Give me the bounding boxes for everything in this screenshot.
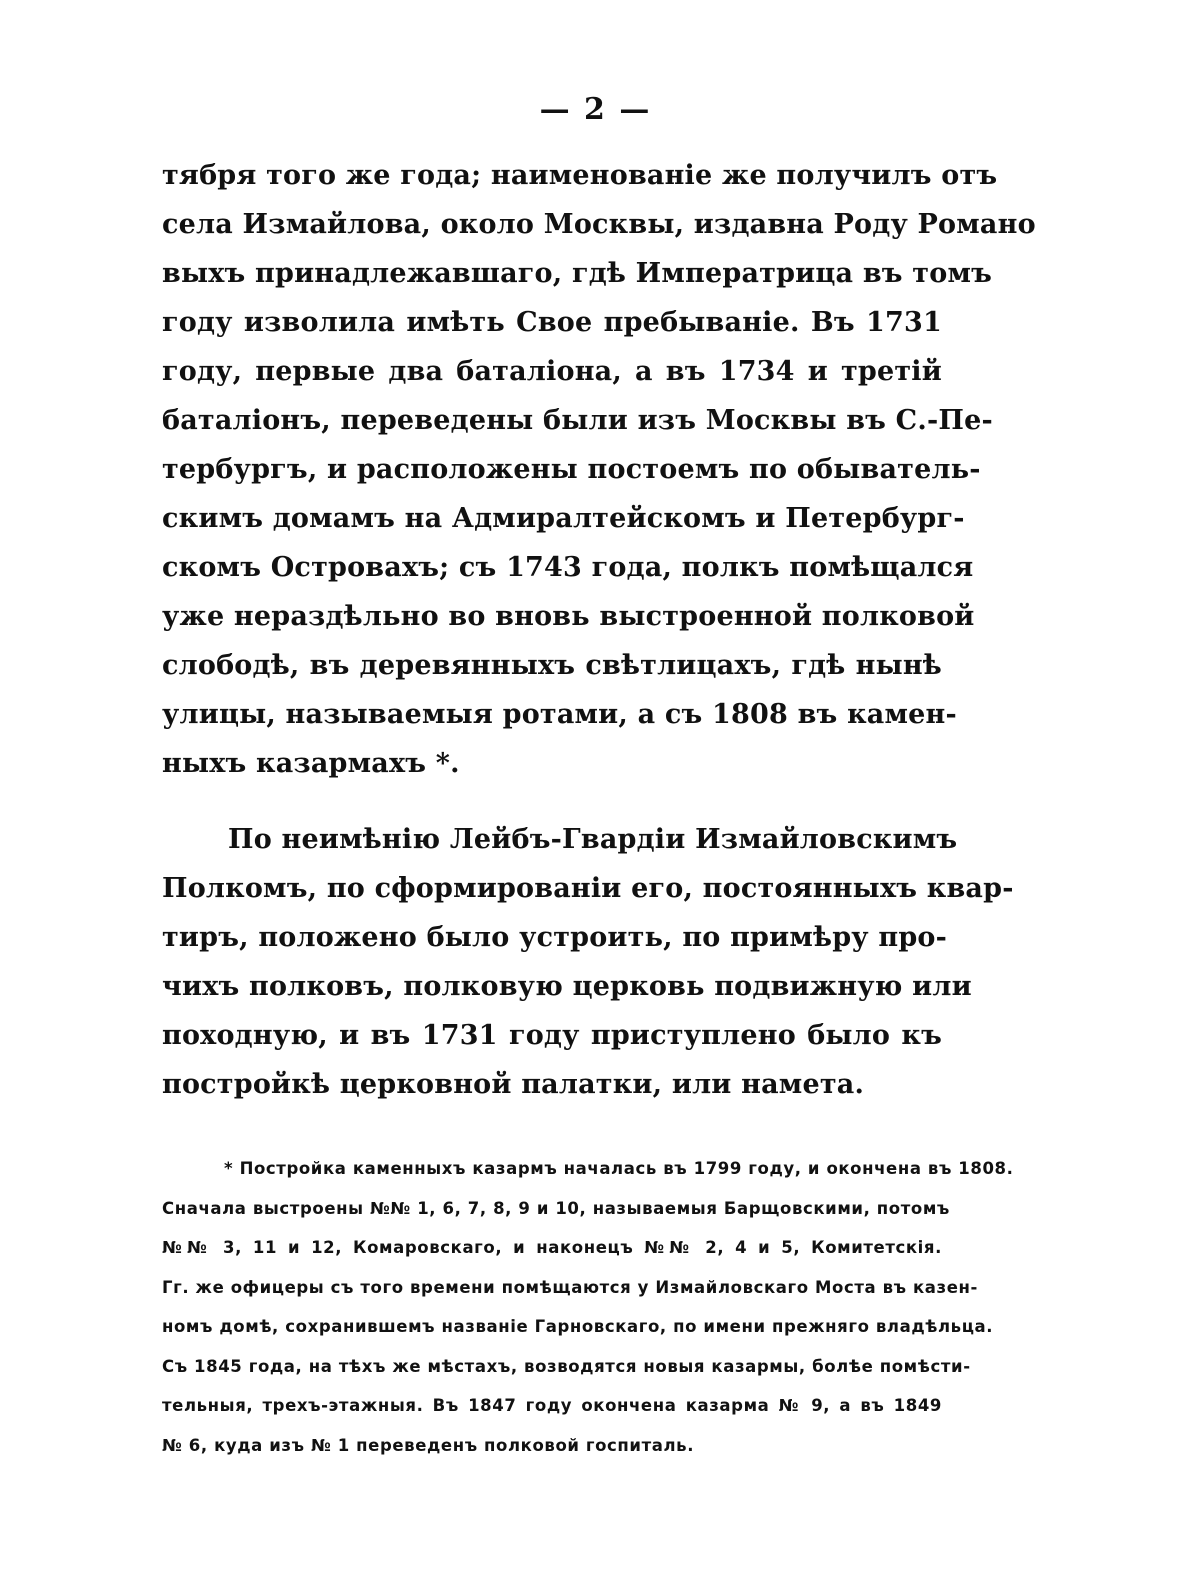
paragraph-1-line: села Измайлова, около Москвы, издавна Роду Романо: [162, 209, 1036, 240]
paragraph-1-line: тербургъ, и расположены постоемъ по обыватель-: [162, 454, 981, 485]
footnote: [162, 1149, 1014, 1465]
footnote-line: тельныя, трехъ-этажныя. Въ 1847 году окончена казарма № 9, а въ 1849: [162, 1396, 942, 1415]
paragraph-1-line: слободѣ, въ деревянныхъ свѣтлицахъ, гдѣ нынѣ: [162, 650, 942, 681]
paragraph-2: [162, 815, 1014, 1109]
paragraph-1-line: году, первые два баталіона, а въ 1734 и третій: [162, 356, 942, 387]
footnote-line: номъ домѣ, сохранившемъ названіе Гарновскаго, по имени прежняго владѣльца.: [162, 1317, 994, 1336]
paragraph-1-line: уже нераздѣльно во вновь выстроенной полковой: [162, 601, 975, 632]
footnote-line: № 6, куда изъ № 1 переведенъ полковой госпиталь.: [162, 1435, 695, 1455]
paragraph-1-line: скимъ домамъ на Адмиралтейскомъ и Петербург-: [162, 503, 965, 534]
paragraph-2-line: тиръ, положено было устроить, по примѣру про-: [162, 922, 948, 953]
paragraph-2-line: По неимѣнію Лейбъ-Гвардіи Измайловскимъ: [228, 824, 958, 855]
paragraph-1-line: скомъ Островахъ; съ 1743 года, полкъ помѣщался: [162, 552, 974, 583]
footnote-line: * Постройка каменныхъ казармъ началась въ 1799 году, и окончена въ 1808.: [224, 1159, 1014, 1178]
paragraph-1-line: баталіонъ, переведены были изъ Москвы въ С.-Пе-: [162, 405, 993, 436]
paragraph-2-line: Полкомъ, по сформированіи его, постоянныхъ квар-: [162, 873, 1014, 904]
paragraph-1-line: тября того же года; наименованіе же получилъ отъ: [162, 160, 998, 191]
paragraph-2-line: чихъ полковъ, полковую церковь подвижную или: [162, 971, 972, 1002]
footnote-line: №№ 3, 11 и 12, Комаровскаго, и наконецъ №№ 2, 4 и 5, Комитетскія.: [162, 1238, 942, 1257]
footnote-line: Сначала выстроены №№ 1, 6, 7, 8, 9 и 10, называемыя Барщовскими, потомъ: [162, 1198, 950, 1218]
paragraph-1-line: выхъ принадлежавшаго, гдѣ Императрица въ томъ: [162, 258, 993, 289]
paragraph-2-line: походную, и въ 1731 году приступлено было къ: [162, 1020, 942, 1051]
paragraph-1: [162, 151, 1036, 788]
paragraph-2-line: постройкѣ церковной палатки, или намета.: [162, 1069, 865, 1100]
paragraph-1-line: улицы, называемыя ротами, а съ 1808 въ камен-: [162, 699, 957, 730]
footnote-line: Гг. же офицеры съ того времени помѣщаются у Измайловскаго Моста въ казен-: [162, 1277, 978, 1297]
paragraph-1-line: году изволила имѣть Свое пребываніе. Въ 1731: [162, 307, 942, 338]
paragraph-1-line: ныхъ казармахъ *.: [162, 748, 460, 779]
page-number: — 2 —: [539, 92, 652, 127]
footnote-line: Съ 1845 года, на тѣхъ же мѣстахъ, возводятся новыя казармы, болѣе помѣсти-: [162, 1356, 971, 1376]
